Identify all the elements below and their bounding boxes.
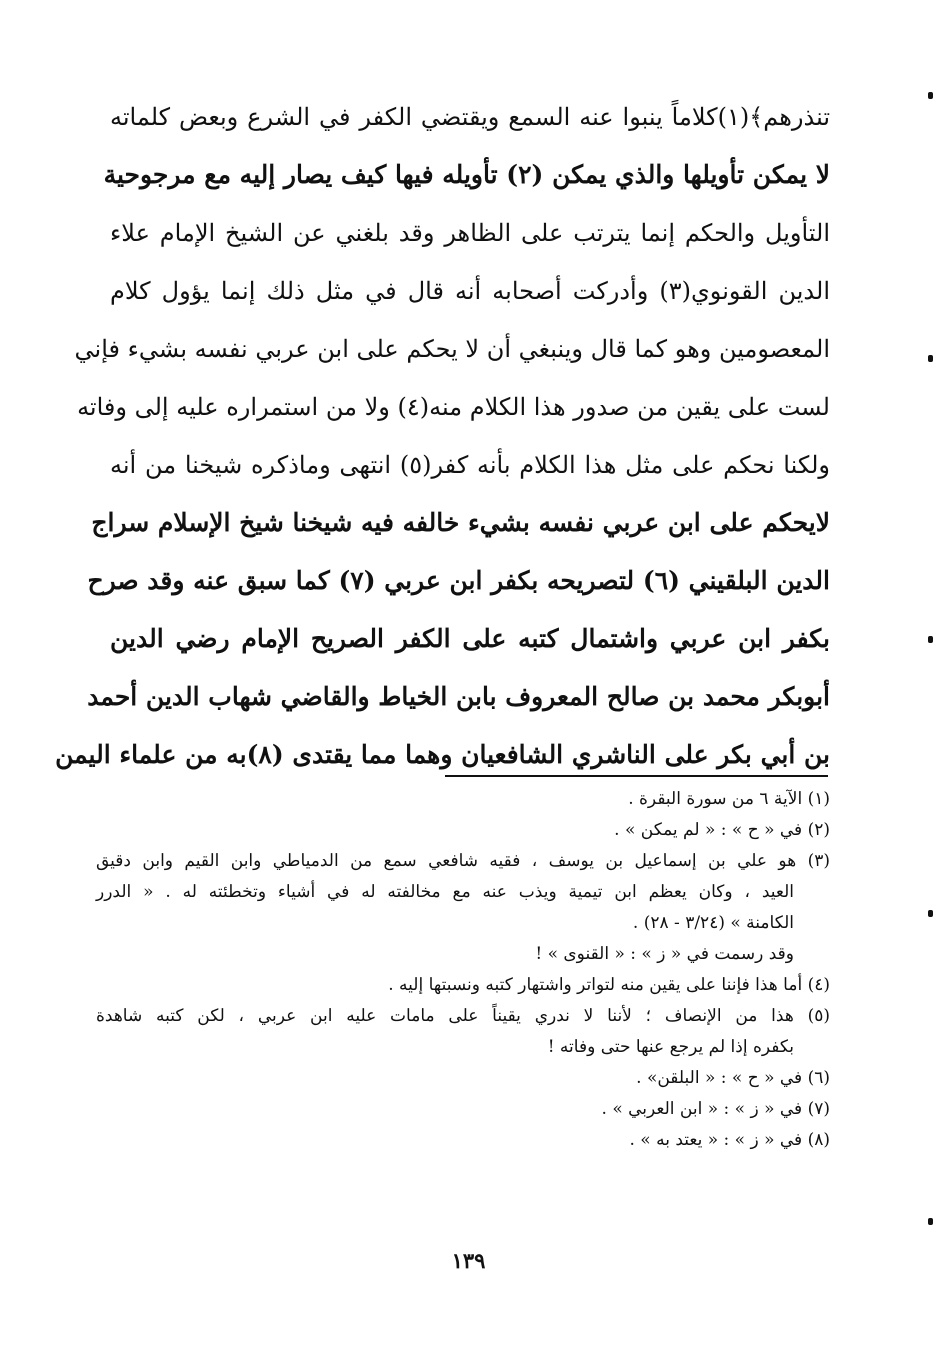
footnote-3: (٣) هو علي بن إسماعيل بن يوسف ، فقيه شافعي سمع من الدمياطي وابن القيم وابن دقيق (96, 851, 830, 871)
text-line-8: لايحكم على ابن عربي نفسه بشيء خالفه فيه شيخنا شيخ الإسلام سراج (91, 508, 830, 537)
margin-mark (928, 355, 933, 362)
footnote-2: (٢) في « ح » : « لم يمكن » . (614, 820, 830, 840)
footnote-3-line-2: العيد ، وكان يعظم ابن تيمية ويذب عنه مع مخالفته له في أشياء وتخطئته له . « الدرر (96, 882, 794, 902)
text-line-3: التأويل والحكم إنما يترتب على الظاهر وقد بلغني عن الشيخ الإمام علاء (110, 219, 830, 247)
margin-mark (928, 636, 933, 643)
footnote-1: (١) الآية ٦ من سورة البقرة . (628, 789, 830, 809)
footnote-3-line-3: الكامنة » (٣/٢٤ - ٢٨) . (632, 913, 794, 933)
footnote-3-line-4: وقد رسمت في « ز » : « القنوى » ! (535, 944, 794, 964)
text-line-9: الدين البلقيني (٦) لتصريحه بكفر ابن عربي (٧) كما سبق عنه وقد صرح (87, 566, 830, 595)
main-text (55, 88, 830, 784)
text-line-12: بن أبي بكر على الناشري الشافعيان وهما مما يقتدى (٨)به من علماء اليمن (55, 740, 830, 769)
footnote-5-line-2: بكفره إذا لم يرجع عنها حتى وفاته ! (547, 1037, 794, 1057)
margin-mark (928, 910, 933, 917)
footnote-6: (٦) في « ح » : « البلقن» . (636, 1068, 830, 1088)
footnote-7: (٧) في « ز » : « ابن العربي » . (601, 1099, 830, 1119)
text-line-1: تنذرهم﴾(١)كلاماً ينبوا عنه السمع ويقتضي الكفر في الشرع وبعض كلماته (110, 103, 830, 131)
text-line-11: أبوبكر محمد بن صالح المعروف بابن الخياط والقاضي شهاب الدين أحمد (87, 682, 830, 711)
footnote-4: (٤) أما هذا فإننا على يقين منه لتواتر واشتهار كتبه ونسبتها إليه . (388, 975, 830, 995)
text-line-10: بكفر ابن عربي واشتمال كتبه على الكفر الصريح الإمام رضي الدين (110, 624, 830, 653)
margin-mark (928, 92, 933, 99)
margin-mark (928, 1218, 933, 1225)
footnotes (96, 784, 830, 1156)
footnote-5: (٥) هذا من الإنصاف ؛ لأننا لا ندري يقيناً على مامات عليه ابن عربي ، لكن كتبه شاهدة (96, 1006, 830, 1026)
text-line-4: الدين القونوي(٣) وأدركت أصحابه أنه قال في مثل ذلك إنما يؤول كلام (110, 277, 830, 305)
text-line-6: لست على يقين من صدور هذا الكلام منه(٤) ولا من استمراره عليه إلى وفاته (77, 393, 830, 421)
footnote-8: (٨) في « ز » : « يعتد به » . (629, 1130, 830, 1150)
footnote-divider (445, 775, 828, 777)
text-line-2: لا يمكن تأويلها والذي يمكن (٢) تأويله فيها كيف يصار إليه مع مرجوحية (103, 160, 830, 189)
text-line-7: ولكنا نحكم على مثل هذا الكلام بأنه كفر(٥) انتهى وماذكره شيخنا من أنه (110, 451, 830, 479)
text-line-5: المعصومين وهو كما قال وينبغي أن لا يحكم على ابن عربي نفسه بشيء فإني (74, 335, 830, 363)
page-number: ١٣٩ (451, 1248, 486, 1273)
